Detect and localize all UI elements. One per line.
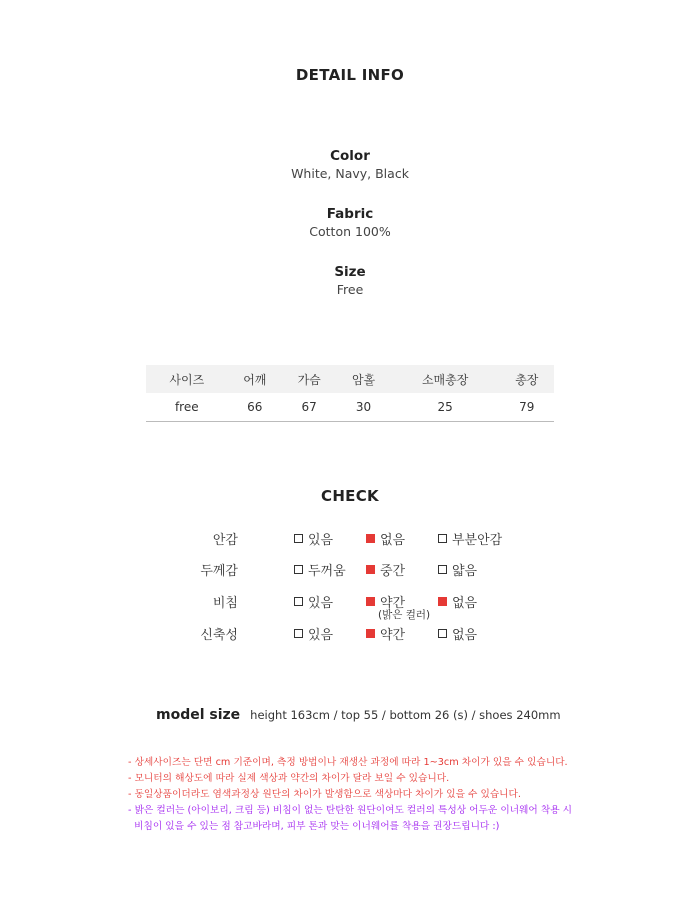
size-table-header-row [146,365,554,393]
cell-armhole: 30 [336,393,390,421]
model-size-value: height 163cm / top 55 / bottom 26 (s) / shoes 240mm [250,708,561,722]
note-line: 비침이 있을 수 있는 점 참고바라며, 피부 톤과 맞는 이너웨어를 착용을 권장드립니다 :) [128,821,500,832]
checkbox-icon [438,565,447,574]
cell-shoulder: 66 [228,393,282,421]
checkbox-icon [438,534,447,543]
fabric-value: Cotton 100% [309,224,391,239]
checkbox-checked-icon [366,565,375,574]
cell-size: free [146,393,228,421]
checkbox-checked-icon [366,534,375,543]
check-option-sheerness-slight: 약간 [366,592,405,611]
check-option-sheerness-no: 없음 [438,592,477,611]
checkbox-icon [294,534,303,543]
header-sleeve-length: 소매총장 [391,365,500,393]
note-line: - 상세사이즈는 단면 cm 기준이며, 측정 방법이나 재생산 과정에 따라 1~3cm 차이가 있을 수 있습니다. [128,757,568,768]
check-option-lining-yes: 있음 [294,529,333,548]
size-value: Free [336,282,364,297]
note-line: - 동일상품이더라도 염색과정상 원단의 차이가 발생함으로 색상마다 차이가 있을 수 있습니다. [128,789,521,800]
check-option-sheerness-yes: 있음 [294,592,333,611]
check-label-thickness: 두께감 [200,564,238,579]
note-line: - 모니터의 해상도에 따라 실제 색상과 약간의 차이가 달라 보일 수 있습니다. [128,773,450,784]
check-option-stretch-no: 없음 [438,624,477,643]
check-option-sheerness-note: (밝은 컬러) [378,609,431,621]
fabric-label: Fabric [326,206,374,222]
check-option-thickness-thin: 얇음 [438,560,477,579]
check-label-stretch: 신축성 [200,628,238,643]
checkbox-checked-icon [366,629,375,638]
check-option-lining-no: 없음 [366,529,405,548]
model-size [156,707,561,723]
checkbox-icon [294,629,303,638]
check-option-thickness-thick: 두꺼움 [294,560,346,579]
checkbox-checked-icon [366,597,375,606]
header-chest: 가슴 [282,365,336,393]
model-size-label: model size [156,707,241,723]
check-option-stretch-slight: 약간 [366,624,405,643]
checkbox-icon [438,629,447,638]
cell-sleeve-length: 25 [391,393,500,421]
note-line: - 밝은 컬러는 (아이보리, 크림 등) 비침이 없는 탄탄한 원단이여도 컬러의 특성상 어두운 이너웨어 착용 시 [128,805,573,816]
check-label-sheerness: 비침 [212,596,238,611]
header-total-length: 총장 [500,365,554,393]
check-title: CHECK [321,487,379,505]
checkbox-checked-icon [438,597,447,606]
size-table [146,365,554,422]
detail-info-title: DETAIL INFO [295,66,405,84]
check-option-thickness-medium: 중간 [366,560,405,579]
checkbox-icon [294,597,303,606]
cell-total-length: 79 [500,393,554,421]
check-option-stretch-yes: 있음 [294,624,333,643]
header-armhole: 암홀 [336,365,390,393]
color-label: Color [330,148,370,164]
check-option-lining-partial: 부분안감 [438,529,502,548]
cell-chest: 67 [282,393,336,421]
check-label-lining: 안감 [212,533,238,548]
header-size: 사이즈 [146,365,228,393]
table-row [146,393,554,421]
color-value: White, Navy, Black [291,166,409,181]
size-label: Size [334,264,366,280]
checkbox-icon [294,565,303,574]
header-shoulder: 어깨 [228,365,282,393]
